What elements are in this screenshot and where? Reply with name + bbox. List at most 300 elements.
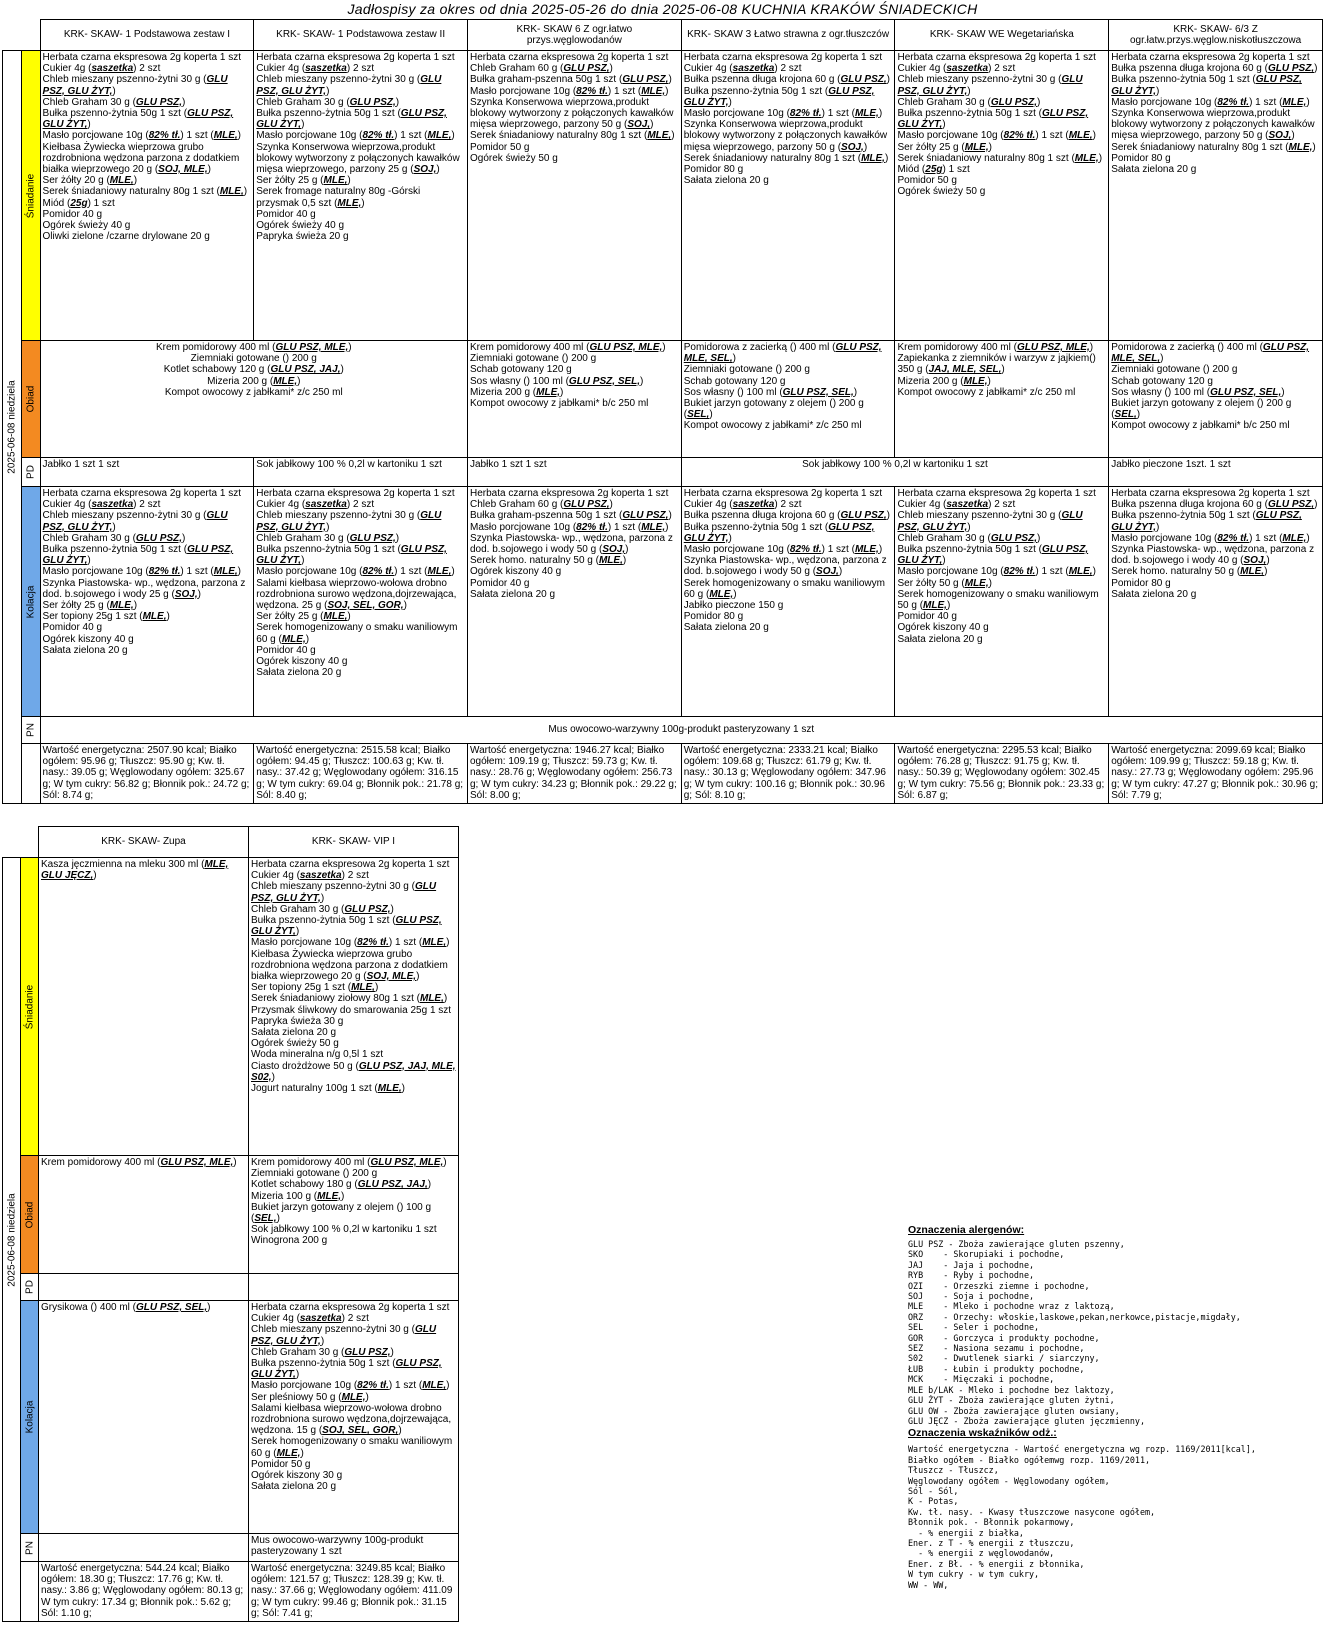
menu-item-line: Bułka graham-pszenna 50g 1 szt (GLU PSZ,)	[470, 74, 672, 86]
nutrition-cell: Wartość energetyczna: 1946.27 kcal; Białko ogółem: 109.19 g; Tłuszcz: 59.73 g; Kw. tł. nasy.: 28.76 g; Węglowodany ogółem: 256.73 g; W tym cukry: 34.23 g; Błonnik pok.: 29.22 g; Sól: 8.00 g;	[468, 744, 682, 804]
legend	[908, 1224, 1323, 1590]
allergen-codes: GLU PSZ,	[840, 74, 887, 86]
menu-item-line: Sałata zielona 20 g	[683, 175, 769, 187]
menu-item-line: Herbata czarna ekspresowa 2g koperta 1 szt	[42, 488, 241, 499]
allergen-codes: saszetka	[91, 63, 134, 75]
menu-item-line: Chleb Graham 30 g (GLU PSZ,)	[256, 96, 400, 108]
menu-item-line: Sałata zielona 20 g	[683, 622, 769, 634]
menu-item-line: Bułka pszenna długa krojona 60 g (GLU PSZ,)	[1111, 63, 1318, 75]
allergen-codes: 82% tł.	[576, 521, 608, 533]
allergen-codes: GLU PSZ, JAJ,	[270, 364, 341, 376]
allergen-codes: SOJ,	[1243, 555, 1267, 567]
menu-item-line: Kiełbasa Żywiecka wieprzowa grubo rozdrobniona wędzona parzona z dodatkiem białka wieprzowego 20 g (SOJ, MLE,)	[42, 141, 240, 176]
menu-item-line: Bułka pszenno-żytnia 50g 1 szt (GLU PSZ, GLU ŻYT,)	[1111, 74, 1302, 97]
menu-item-line: Pomidor 40 g	[42, 208, 103, 220]
menu-item-line: Pomidor 40 g	[256, 644, 316, 656]
menu-item-line: Mizeria 200 g (MLE,)	[207, 375, 301, 387]
menu-item-line: Chleb Graham 30 g (GLU PSZ,)	[251, 903, 394, 915]
menu-item-line: Pomidorowa z zacierką () 400 ml (GLU PSZ, MLE, SEL,)	[683, 342, 882, 365]
column-header: KRK- SKAW- Zupa	[39, 827, 249, 858]
allergen-codes: 82% tł.	[1217, 532, 1250, 544]
meal-label-empty	[21, 744, 40, 804]
menu-item-line: Oliwki zielone /czarne drylowane 20 g	[42, 231, 210, 243]
menu-item-line: Chleb mieszany pszenno-żytni 30 g (GLU PSZ, GLU ŻYT,)	[42, 74, 228, 97]
meal-label-pn: PN	[21, 1534, 39, 1562]
menu-item-line: Bułka pszenna długa krojona 60 g (GLU PSZ,)	[683, 74, 890, 86]
menu-item-line: Cukier 4g (saszetka) 2 szt	[42, 63, 161, 75]
allergen-codes: GLU PSZ, SEL,	[1210, 386, 1282, 398]
allergen-codes: GLU PSZ, GLU ŻYT,	[256, 108, 447, 131]
menu-item-line: Szynka Piastowska- wp., wędzona, parzona z dod. b.sojowego i wody 50 g (SOJ,)	[470, 532, 673, 556]
menu-item-line: Ogórek świeży 40 g	[256, 220, 345, 232]
menu-item-line: Serek śniadaniowy naturalny 80g 1 szt (MLE,)	[470, 130, 675, 142]
nutrition-cell: Wartość energetyczna: 2295.53 kcal; Białko ogółem: 76.28 g; Tłuszcz: 91.75 g; Kw. tł. nasy.: 50.39 g; Węglowodany ogółem: 302.45 g; W tym cukry: 75.56 g; Błonnik pok.: 23.33 g; Sól: 6.87 g;	[895, 744, 1109, 804]
menu-item-line: Ser żółty 20 g (MLE,)	[42, 175, 138, 187]
menu-item-line: Masło porcjowane 10g (82% tł.) 1 szt (MLE,)	[42, 566, 241, 578]
allergen-codes: 82% tł.	[789, 108, 822, 120]
allergen-codes: GLU PSZ,	[349, 96, 396, 108]
menu-item-line: Kotlet schabowy 180 g (GLU PSZ, JAJ,)	[251, 1179, 432, 1191]
allergen-codes: MLE,	[427, 566, 452, 578]
allergen-codes: MLE,	[276, 1447, 301, 1459]
allergen-codes: GLU PSZ, GLU ŻYT,	[1111, 510, 1302, 533]
menu-item-line: Ser topiony 25g 1 szt (MLE,)	[251, 982, 379, 994]
meal-label-pd: PD	[21, 458, 40, 487]
nutrition-cell: Wartość energetyczna: 2507.90 kcal; Białko ogółem: 95.96 g; Tłuszcz: 95.90 g; Kw. tł. nasy.: 39.05 g; Węglowodany ogółem: 325.67 g; W tym cukry: 56.82 g; Błonnik pok.: 24.72 g; Sól: 8.74 g;	[40, 744, 254, 804]
menu-item-line: Cukier 4g (saszetka) 2 szt	[256, 499, 375, 511]
menu-item-line: Kiełbasa Żywiecka wieprzowa grubo rozdrobniona wędzona parzona z dodatkiem białka wieprzowego 20 g (SOJ, MLE,)	[251, 948, 448, 983]
allergen-codes: saszetka	[305, 63, 347, 75]
allergen-codes: MLE,	[109, 175, 134, 187]
menu-item-line: Mus owocowo-warzywny 100g-produkt pasteryzowany 1 szt	[251, 1535, 424, 1558]
allergen-codes: GLU PSZ,	[1267, 499, 1315, 511]
menu-item-line: Krem pomidorowy 400 ml (GLU PSZ, MLE,)	[251, 1157, 447, 1168]
menu-item-line: Serek homo. naturalny 50 g (MLE,)	[470, 555, 627, 567]
allergen-codes: saszetka	[91, 499, 134, 511]
menu-item-line: Ogórek świeży 50 g	[897, 186, 986, 198]
allergen-codes: GLU PSZ, GLU ŻYT,	[42, 544, 234, 567]
allergen-codes: 82% tł.	[357, 1380, 389, 1392]
allergen-codes: SOJ,	[413, 164, 437, 176]
allergen-codes: GLU PSZ, GLU ŻYT,	[256, 544, 447, 567]
menu-item-line: Sok jabłkowy 100 % 0,2l w kartoniku 1 szt	[256, 459, 442, 470]
allergen-codes: SEL,	[254, 1213, 277, 1225]
meal-label-obiad: Obiad	[21, 1156, 39, 1274]
menu-item-line: Masło porcjowane 10g (82% tł.) 1 szt (MLE,)	[251, 1380, 450, 1392]
menu-item-line: Salami kiełbasa wieprzowo-wołowa drobno rozdrobniona surowo wędzona,dojrzewająca, wędzona. 25 g (SOJ, SEL, GOR,)	[256, 577, 457, 612]
allergen-codes: GLU PSZ, MLE, SEL,	[1111, 342, 1310, 365]
menu-item-line: Bułka pszenno-żytnia 50g 1 szt (GLU PSZ, GLU ŻYT,)	[897, 544, 1089, 567]
menu-item-line: Bułka pszenno-żytnia 50g 1 szt (GLU PSZ, GLU ŻYT,)	[251, 915, 442, 938]
nutrition-cell: Wartość energetyczna: 2515.58 kcal; Białko ogółem: 94.45 g; Tłuszcz: 100.63 g; Kw. tł. nasy.: 37.42 g; Węglowodany ogółem: 316.15 g; W tym cukry: 69.04 g; Błonnik pok.: 21.78 g; Sól: 8.40 g;	[254, 744, 468, 804]
menu-item-line: Pomidor 80 g	[1111, 577, 1171, 589]
menu-item-line: Bułka pszenno-żytnia 50g 1 szt (GLU PSZ, GLU ŻYT,)	[251, 1358, 442, 1381]
menu-cell	[249, 1301, 459, 1534]
allergen-codes: saszetka	[305, 499, 347, 511]
menu-cell	[254, 458, 468, 487]
menu-item-line: Chleb Graham 60 g (GLU PSZ,)	[470, 63, 613, 75]
menu-item-line: Serek śniadaniowy naturalny 80g 1 szt (MLE,)	[683, 152, 889, 164]
menu-cell	[895, 341, 1109, 458]
menu-item-line: Chleb Graham 30 g (GLU PSZ,)	[42, 96, 186, 108]
menu-item-line: Ogórek kiszony 40 g	[470, 566, 562, 578]
menu-item-line: Schab gotowany 120 g	[683, 375, 786, 387]
menu-item-line: Bułka pszenno-żytnia 50g 1 szt (GLU PSZ, GLU ŻYT,)	[42, 544, 234, 567]
allergen-codes: MLE,	[323, 175, 348, 187]
menu-item-line: Bukiet jarzyn gotowany z olejem () 200 g (SEL,)	[683, 398, 864, 421]
menu-item-line: Krem pomidorowy 400 ml (GLU PSZ, MLE,)	[41, 1157, 237, 1168]
column-header: KRK- SKAW- 1 Podstawowa zestaw I	[40, 20, 254, 51]
menu-cell	[468, 51, 682, 341]
menu-item-line: Cukier 4g (saszetka) 2 szt	[897, 63, 1016, 75]
menu-item-line: Papryka świeża 20 g	[256, 231, 349, 243]
menu-item-line: Sos własny () 100 ml (GLU PSZ, SEL,)	[470, 375, 644, 387]
allergen-codes: GLU PSZ,	[563, 499, 610, 511]
menu-item-line: Szynka Konserwowa wieprzowa,produkt blokowy wytworzony z połączonych kawałków mięsa wieprzowego, parzony 50 g (SOJ,)	[683, 119, 888, 153]
menu-item-line: Sos własny () 100 ml (GLU PSZ, SEL,)	[1111, 386, 1285, 398]
menu-item-line: Serek śniadaniowy ziołowy 80g 1 szt (MLE,)	[251, 993, 448, 1005]
allergen-codes: GLU PSZ, SEL,	[782, 386, 854, 398]
allergens-list: GLU PSZ - Zboża zawierające gluten pszenny, SKO - Skorupiaki i pochodne, JAJ - Jaja i pochodne, RYB - Ryby i pochodne, OZI - Orzeszki ziemne i pochodne, SOJ - Soja i pochodne, MLE - Mleko i pochodne wraz z laktozą, ORZ - Orzechy: włoskie,laskowe,pekan,nerkowce,pistacje,migdały, SEL - Seler i pochodne, GOR - Gorczyca i produkty pochodne, SEZ - Nasiona sezamu i pochodne, S02 - Dwutlenek siarki / siarczyny, ŁUB - Łubin i produkty pochodne, MCK - Mięczaki i pochodne, MLE b/LAK - Mleko i pochodne bez laktozy, GLU ŻYT - Zboża zawierające gluten żytni, GLU OW - Zboża zawierające gluten owsiany, GLU JĘCZ - Zboża zawierające gluten jęczmienny,	[908, 1239, 1241, 1426]
menu-item-line: Chleb mieszany pszenno-żytni 30 g (GLU PSZ, GLU ŻYT,)	[256, 510, 442, 533]
menu-item-line: Chleb mieszany pszenno-żytni 30 g (GLU PSZ, GLU ŻYT,)	[42, 510, 228, 533]
menu-item-line: Ziemniaki gotowane () 200 g	[683, 364, 810, 376]
menu-item-line: Krem pomidorowy 400 ml (GLU PSZ, MLE,)	[897, 342, 1094, 353]
menu-item-line: Kotlet schabowy 120 g (GLU PSZ, JAJ,)	[163, 364, 344, 376]
menu-cell	[249, 1534, 459, 1562]
date-cell	[3, 51, 22, 804]
date-cell	[3, 858, 21, 1622]
menu-item-line: Herbata czarna ekspresowa 2g koperta 1 szt	[897, 52, 1096, 63]
menu-item-line: Bułka pszenno-żytnia 50g 1 szt (GLU PSZ, GLU ŻYT,)	[897, 108, 1089, 131]
date-label: 2025-06-08 niedziela	[5, 1192, 17, 1287]
menu-item-line: Jabłko 1 szt 1 szt	[470, 459, 547, 470]
menu-item-line: Sałata zielona 20 g	[42, 644, 128, 656]
menu-item-line: Pomidor 40 g	[256, 208, 316, 220]
menu-item-line: Sałata zielona 20 g	[470, 588, 556, 600]
menu-item-line: Bułka pszenno-żytnia 50g 1 szt (GLU PSZ, GLU ŻYT,)	[256, 108, 447, 131]
menu-item-line: Pomidor 40 g	[470, 577, 530, 589]
menu-item-line: Pomidorowa z zacierką () 400 ml (GLU PSZ, MLE, SEL,)	[1111, 342, 1310, 365]
menu-item-line: Bułka pszenna długa krojona 60 g (GLU PSZ,)	[1111, 499, 1318, 511]
menu-item-line: Ser topiony 25g 1 szt (MLE,)	[42, 611, 170, 623]
allergen-codes: MLE,	[641, 85, 666, 97]
menu-item-line: Chleb mieszany pszenno-żytni 30 g (GLU PSZ, GLU ŻYT,)	[251, 1324, 437, 1347]
allergen-codes: GLU PSZ, GLU ŻYT,	[42, 510, 228, 533]
menu-item-line: Ser żółty 25 g (MLE,)	[897, 141, 992, 153]
menu-item-line: Masło porcjowane 10g (82% tł.) 1 szt (MLE,)	[683, 108, 883, 120]
menu-item-line: Ser żółty 25 g (MLE,)	[42, 600, 138, 612]
allergen-codes: 82% tł.	[789, 544, 822, 556]
allergen-codes: GLU PSZ,	[344, 1346, 391, 1358]
menu-item-line: Sok jabłkowy 100 % 0,2l w kartoniku 1 szt	[802, 459, 988, 470]
menu-cell	[40, 458, 254, 487]
menu-item-line: Szynka Piastowska- wp., wędzona, parzona z dod. b.sojowego i wody 40 g (SOJ,)	[1111, 544, 1315, 567]
menu-item-line: Serek homogenizowany o smaku waniliowym 60 g (MLE,)	[256, 622, 458, 645]
menu-item-line: Herbata czarna ekspresowa 2g koperta 1 szt	[251, 859, 450, 870]
menu-cell	[895, 51, 1109, 341]
allergen-codes: saszetka	[732, 63, 775, 75]
menu-item-line: Ziemniaki gotowane () 200 g	[470, 353, 597, 365]
menu-item-line: Szynka Konserwowa wieprzowa,produkt blokowy wytworzony z połączonych kawałków mięsa wieprzowego, parzony 50 g (SOJ,)	[470, 96, 674, 131]
menu-item-line: Pomidor 80 g	[683, 611, 744, 623]
menu-item-line: Serek homo. naturalny 50 g (MLE,)	[1111, 566, 1268, 578]
menu-item-line: Jabłko pieczone 1szt. 1 szt	[1111, 459, 1231, 470]
menu-item-line: Chleb mieszany pszenno-żytni 30 g (GLU PSZ, GLU ŻYT,)	[897, 74, 1083, 97]
menu-item-line: Bułka pszenno-żytnia 50g 1 szt (GLU PSZ, GLU ŻYT,)	[1111, 510, 1302, 533]
allergen-codes: 82% tł.	[362, 130, 395, 142]
menu-item-line: Masło porcjowane 10g (82% tł.) 1 szt (MLE,)	[256, 130, 455, 142]
allergen-codes: MLE,	[273, 375, 298, 387]
allergen-codes: saszetka	[299, 870, 342, 882]
menu-item-line: Ogórek kiszony 30 g	[251, 1470, 343, 1482]
allergen-codes: MLE,	[213, 130, 238, 142]
menu-item-line: Schab gotowany 120 g	[1111, 375, 1213, 387]
menu-cell	[254, 51, 468, 341]
allergen-codes: MLE,	[641, 521, 666, 533]
allergen-codes: GLU PSZ, GLU ŻYT,	[251, 1358, 442, 1381]
allergen-codes: GLU PSZ, GLU ŻYT,	[897, 108, 1089, 131]
menu-item-line: Mizeria 200 g (MLE,)	[897, 375, 991, 387]
menu-cell	[39, 1534, 249, 1562]
menu-item-line: Chleb mieszany pszenno-żytni 30 g (GLU PSZ, GLU ŻYT,)	[256, 74, 442, 97]
allergen-codes: MLE,	[854, 544, 879, 556]
nutrition-cell: Wartość energetyczna: 2333.21 kcal; Białko ogółem: 109.68 g; Tłuszcz: 61.79 g; Kw. tł. nasy.: 30.13 g; Węglowodany ogółem: 347.96 g; W tym cukry: 100.16 g; Błonnik pok.: 30.96 g; Sól: 8.10 g;	[681, 744, 895, 804]
allergen-codes: GLU PSZ, JAJ,	[357, 1179, 428, 1191]
menu-item-line: Serek homogenizowany o smaku waniliowym 60 g (MLE,)	[683, 577, 885, 600]
menu-item-line: Pomidor 50 g	[470, 141, 530, 153]
menu-cell-merged	[681, 458, 1108, 487]
menu-cell-merged	[40, 341, 467, 458]
menu-cell-merged	[40, 717, 1322, 744]
allergen-codes: GLU PSZ, MLE,	[275, 342, 349, 353]
allergen-codes: 82% tł.	[148, 566, 181, 578]
menu-item-line: Sałata zielona 20 g	[251, 1027, 337, 1039]
allergen-codes: MLE, GLU JĘCZ,	[41, 859, 229, 882]
menu-item-line: Ser pleśniowy 50 g (MLE,)	[251, 1391, 369, 1403]
meal-label-pd: PD	[21, 1274, 39, 1301]
allergen-codes: SOJ,	[841, 141, 864, 153]
menu-cell	[468, 487, 682, 717]
menu-table-2	[2, 826, 459, 1622]
allergen-codes: SOJ,	[174, 588, 198, 600]
menu-cell	[39, 858, 249, 1156]
column-header: KRK- SKAW 3 Łatwo strawna z ogr.tłuszczów	[681, 20, 895, 51]
menu-item-line: Herbata czarna ekspresowa 2g koperta 1 szt	[256, 52, 455, 63]
menu-item-line: Herbata czarna ekspresowa 2g koperta 1 szt	[1111, 488, 1310, 499]
allergen-codes: MLE,	[109, 600, 134, 612]
menu-item-line: Bułka pszenna długa krojona 60 g (GLU PSZ,)	[683, 510, 890, 522]
menu-item-line: Herbata czarna ekspresowa 2g koperta 1 szt	[251, 1302, 450, 1313]
column-header: KRK- SKAW WE Wegetariańska	[895, 20, 1109, 51]
menu-item-line: Masło porcjowane 10g (82% tł.) 1 szt (MLE,)	[897, 130, 1096, 142]
menu-item-line: Cukier 4g (saszetka) 2 szt	[897, 499, 1016, 511]
menu-item-line: Chleb mieszany pszenno-żytni 30 g (GLU PSZ, GLU ŻYT,)	[897, 510, 1083, 533]
menu-cell	[1109, 458, 1323, 487]
allergen-codes: MLE,	[219, 186, 244, 198]
allergen-codes: 82% tł.	[1003, 566, 1036, 578]
menu-cell	[1109, 51, 1323, 341]
menu-item-line: Szynka Konserwowa wieprzowa,produkt blokowy wytworzony z połączonych kawałków mięsa wieprzowego, parzony 25 g (SOJ,)	[256, 141, 460, 176]
menu-item-line: Bułka pszenno-żytnia 50g 1 szt (GLU PSZ, GLU ŻYT,)	[42, 108, 234, 131]
menu-item-line: Serek śniadaniowy naturalny 80g 1 szt (MLE,)	[42, 186, 248, 198]
allergen-codes: GLU PSZ, MLE, SEL,	[683, 342, 882, 365]
allergen-codes: GLU PSZ, GLU ŻYT,	[251, 881, 437, 904]
menu-item-line: Ogórek kiszony 40 g	[42, 633, 134, 645]
menu-cell	[40, 487, 254, 717]
menu-item-line: Jabłko 1 szt 1 szt	[42, 459, 120, 470]
page-title: Jadłospisy za okres od dnia 2025-05-26 do dnia 2025-06-08 KUCHNIA KRAKÓW ŚNIADECKICH	[347, 1, 978, 17]
menu-item-line: Sałata zielona 20 g	[1111, 588, 1197, 600]
allergen-codes: GLU PSZ, GLU ŻYT,	[256, 510, 442, 533]
menu-item-line: Sałata zielona 20 g	[256, 667, 342, 679]
menu-item-line: Bukiet jarzyn gotowany z olejem () 200 g (SEL,)	[1111, 398, 1292, 421]
meal-label-sniadanie: Śniadanie	[21, 858, 39, 1156]
menu-item-line: Masło porcjowane 10g (82% tł.) 1 szt (MLE,)	[470, 521, 669, 533]
nutrition-cell: Wartość energetyczna: 544.24 kcal; Białko ogółem: 18.30 g; Tłuszcz: 17.76 g; Kw. tł. nasy.: 3.86 g; Węglowodany ogółem: 80.13 g; W tym cukry: 17.34 g; Błonnik pok.: 5.62 g; Sól: 1.10 g;	[39, 1562, 249, 1622]
allergen-codes: SOJ, SEL, GOR,	[322, 1425, 399, 1437]
allergen-codes: MLE,	[923, 600, 947, 612]
menu-item-line: Mus owocowo-warzywny 100g-produkt pasteryzowany 1 szt	[548, 724, 815, 736]
allergen-codes: GLU PSZ,	[990, 532, 1037, 544]
allergen-codes: GLU PSZ, GLU ŻYT,	[256, 74, 442, 97]
menu-item-line: Jabłko pieczone 150 g	[683, 600, 784, 612]
allergen-codes: GLU PSZ, GLU ŻYT,	[251, 1324, 437, 1347]
menu-item-line: Ogórek świeży 40 g	[42, 220, 131, 232]
allergen-codes: GLU PSZ, MLE,	[589, 342, 663, 353]
menu-item-line: Ziemniaki gotowane () 200 g	[251, 1168, 378, 1180]
allergen-codes: 82% tł.	[576, 85, 608, 97]
allergen-codes: MLE,	[1068, 130, 1093, 142]
allergen-codes: GLU PSZ, GLU ŻYT,	[683, 85, 875, 108]
menu-item-line: Cukier 4g (saszetka) 2 szt	[683, 499, 802, 511]
menu-item-line: Serek śniadaniowy naturalny 80g 1 szt (MLE,)	[897, 152, 1103, 164]
allergen-codes: saszetka	[946, 499, 989, 511]
allergen-codes: MLE,	[213, 566, 238, 578]
meal-label-sniadanie: Śniadanie	[21, 51, 40, 341]
allergen-codes: 82% tł.	[357, 937, 389, 949]
menu-item-line: Ogórek kiszony 40 g	[256, 656, 348, 668]
allergen-codes: MLE,	[709, 588, 734, 600]
menu-item-line: Sałata zielona 20 g	[251, 1481, 337, 1493]
menu-item-line: Schab gotowany 120 g	[470, 364, 572, 376]
menu-item-line: Szynka Konserwowa wieprzowa,produkt blokowy wytworzony z połączonych kawałków mięsa wieprzowego, parzony 50 g (SOJ,)	[1111, 108, 1315, 142]
menu-item-line: Herbata czarna ekspresowa 2g koperta 1 szt	[683, 52, 883, 63]
menu-item-line: Chleb mieszany pszenno-żytni 30 g (GLU PSZ, GLU ŻYT,)	[251, 881, 437, 904]
menu-item-line: Herbata czarna ekspresowa 2g koperta 1 szt	[1111, 52, 1310, 63]
allergen-codes: GLU PSZ,	[563, 63, 610, 75]
allergen-codes: GLU PSZ,	[344, 903, 391, 915]
menu-item-line: Bułka graham-pszenna 50g 1 szt (GLU PSZ,)	[470, 510, 672, 522]
allergen-codes: MLE,	[964, 141, 989, 153]
menu-item-line: Pomidor 80 g	[1111, 152, 1171, 164]
allergen-codes: MLE,	[427, 130, 452, 142]
menu-cell	[254, 487, 468, 717]
menu-item-line: Sałata zielona 20 g	[897, 633, 983, 645]
menu-item-line: Chleb Graham 60 g (GLU PSZ,)	[470, 499, 613, 511]
menu-item-line: Masło porcjowane 10g (82% tł.) 1 szt (MLE,)	[1111, 532, 1310, 544]
menu-item-line: Herbata czarna ekspresowa 2g koperta 1 szt	[470, 52, 669, 63]
menu-item-line: Kompot owocowy z jabłkami* z/c 250 ml	[683, 420, 862, 432]
allergen-codes: GLU PSZ,	[622, 510, 669, 522]
menu-cell	[40, 51, 254, 341]
menu-cell	[1109, 341, 1323, 458]
menu-item-line: Grysikowa () 400 ml (GLU PSZ, SEL,)	[41, 1302, 211, 1313]
allergen-codes: GLU PSZ,	[349, 532, 396, 544]
menu-item-line: Mizeria 200 g (MLE,)	[470, 386, 564, 398]
allergen-codes: GLU PSZ,	[990, 96, 1037, 108]
menu-item-line: Przysmak śliwkowy do smarowania 25g 1 szt	[251, 1004, 452, 1016]
menu-item-line: Ogórek świeży 50 g	[251, 1038, 339, 1050]
menu-cell	[39, 1274, 249, 1301]
menu-item-line: Ciasto drożdżowe 50 g (GLU PSZ, JAJ, MLE, S02,)	[251, 1060, 456, 1083]
menu-item-line: Ziemniaki gotowane () 200 g	[1111, 364, 1238, 376]
menu-item-line: Bułka pszenno-żytnia 50g 1 szt (GLU PSZ, GLU ŻYT,)	[683, 521, 875, 544]
allergen-codes: MLE,	[536, 386, 561, 398]
menu-item-line: Ziemniaki gotowane () 200 g	[190, 353, 317, 365]
allergen-codes: MLE,	[963, 375, 988, 387]
allergen-codes: MLE,	[281, 633, 306, 645]
menu-item-line: Kompot owocowy z jabłkami* z/c 250 ml	[897, 386, 1076, 398]
allergen-codes: MLE,	[854, 108, 879, 120]
column-header: KRK- SKAW- 6/3 Z ogr.łatw.przys.węglow.niskotłuszczowa	[1109, 20, 1323, 51]
menu-item-line: Chleb Graham 30 g (GLU PSZ,)	[897, 96, 1041, 108]
menu-item-line: Szynka Piastowska- wp., wędzona, parzona z dod. b.sojowego i wody 50 g (SOJ,)	[683, 555, 887, 578]
menu-item-line: Masło porcjowane 10g (82% tł.) 1 szt (MLE,)	[256, 566, 455, 578]
meal-label-pn: PN	[21, 717, 40, 744]
menu-item-line: Bułka pszenno-żytnia 50g 1 szt (GLU PSZ, GLU ŻYT,)	[256, 544, 447, 567]
menu-item-line: Sok jabłkowy 100 % 0,2l w kartoniku 1 szt	[251, 1224, 437, 1236]
allergen-codes: SOJ, SEL, GOR,	[327, 600, 404, 612]
menu-item-line: Chleb Graham 30 g (GLU PSZ,)	[251, 1346, 394, 1358]
allergen-codes: GLU PSZ, SEL,	[136, 1302, 208, 1313]
allergen-codes: 82% tł.	[1217, 96, 1250, 108]
menu-cell	[681, 51, 895, 341]
allergen-codes: MLE,	[341, 1391, 366, 1403]
allergen-codes: MLE,	[647, 130, 672, 142]
menu-item-line: Ser żółty 25 g (MLE,)	[256, 611, 351, 623]
column-header: KRK- SKAW- 1 Podstawowa zestaw II	[254, 20, 468, 51]
menu-item-line: Salami kiełbasa wieprzowo-wołowa drobno rozdrobniona surowo wędzona,dojrzewająca, wędzona. 15 g (SOJ, SEL, GOR,)	[251, 1402, 452, 1437]
menu-item-line: Ogórek kiszony 40 g	[897, 622, 989, 634]
allergen-codes: MLE,	[337, 197, 362, 209]
meal-label-obiad: Obiad	[21, 341, 40, 458]
allergen-codes: SOJ,	[602, 544, 626, 556]
nutrition-cell: Wartość energetyczna: 3249.85 kcal; Białko ogółem: 121.57 g; Tłuszcz: 128.39 g; Kw. tł. nasy.: 37.66 g; Węglowodany ogółem: 411.09 g; W tym cukry: 99.46 g; Błonnik pok.: 31.15 g; Sól: 7.41 g;	[249, 1562, 459, 1622]
allergen-codes: MLE,	[317, 1190, 342, 1202]
allergen-codes: GLU PSZ,	[840, 510, 887, 522]
menu-item-line: Bukiet jarzyn gotowany z olejem () 100 g (SEL,)	[251, 1201, 432, 1225]
menu-item-line: Pomidor 50 g	[251, 1458, 311, 1470]
menu-item-line: Herbata czarna ekspresowa 2g koperta 1 szt	[256, 488, 455, 499]
menu-cell	[681, 487, 895, 717]
allergen-codes: SOJ, MLE,	[366, 971, 417, 983]
menu-item-line: Serek fromage naturalny 80g -Górski przysmak 0,5 szt (MLE,)	[256, 186, 421, 209]
menu-item-line: Kompot owocowy z jabłkami* b/c 250 ml	[470, 398, 649, 410]
menu-item-line: Zapiekanka z ziemników i warzyw z jajkiem() 350 g (JAJ, MLE, SEL,)	[897, 353, 1096, 376]
allergen-codes: 82% tł.	[362, 566, 395, 578]
allergen-codes: GLU PSZ,	[1267, 63, 1315, 75]
allergen-codes: saszetka	[946, 63, 989, 75]
meal-label-kolacja: Kolacja	[21, 1301, 39, 1534]
allergen-codes: GLU PSZ, GLU ŻYT,	[42, 74, 228, 97]
menu-item-line: Papryka świeża 30 g	[251, 1015, 344, 1027]
menu-item-line: Kasza jęczmienna na mleku 300 ml (MLE, GLU JĘCZ,)	[41, 859, 229, 882]
allergen-codes: saszetka	[299, 1313, 342, 1325]
menu-item-line: Kompot owocowy z jabłkami* z/c 250 ml	[164, 386, 343, 398]
allergen-codes: GLU PSZ, GLU ŻYT,	[42, 108, 234, 131]
allergen-codes: 82% tł.	[148, 130, 181, 142]
